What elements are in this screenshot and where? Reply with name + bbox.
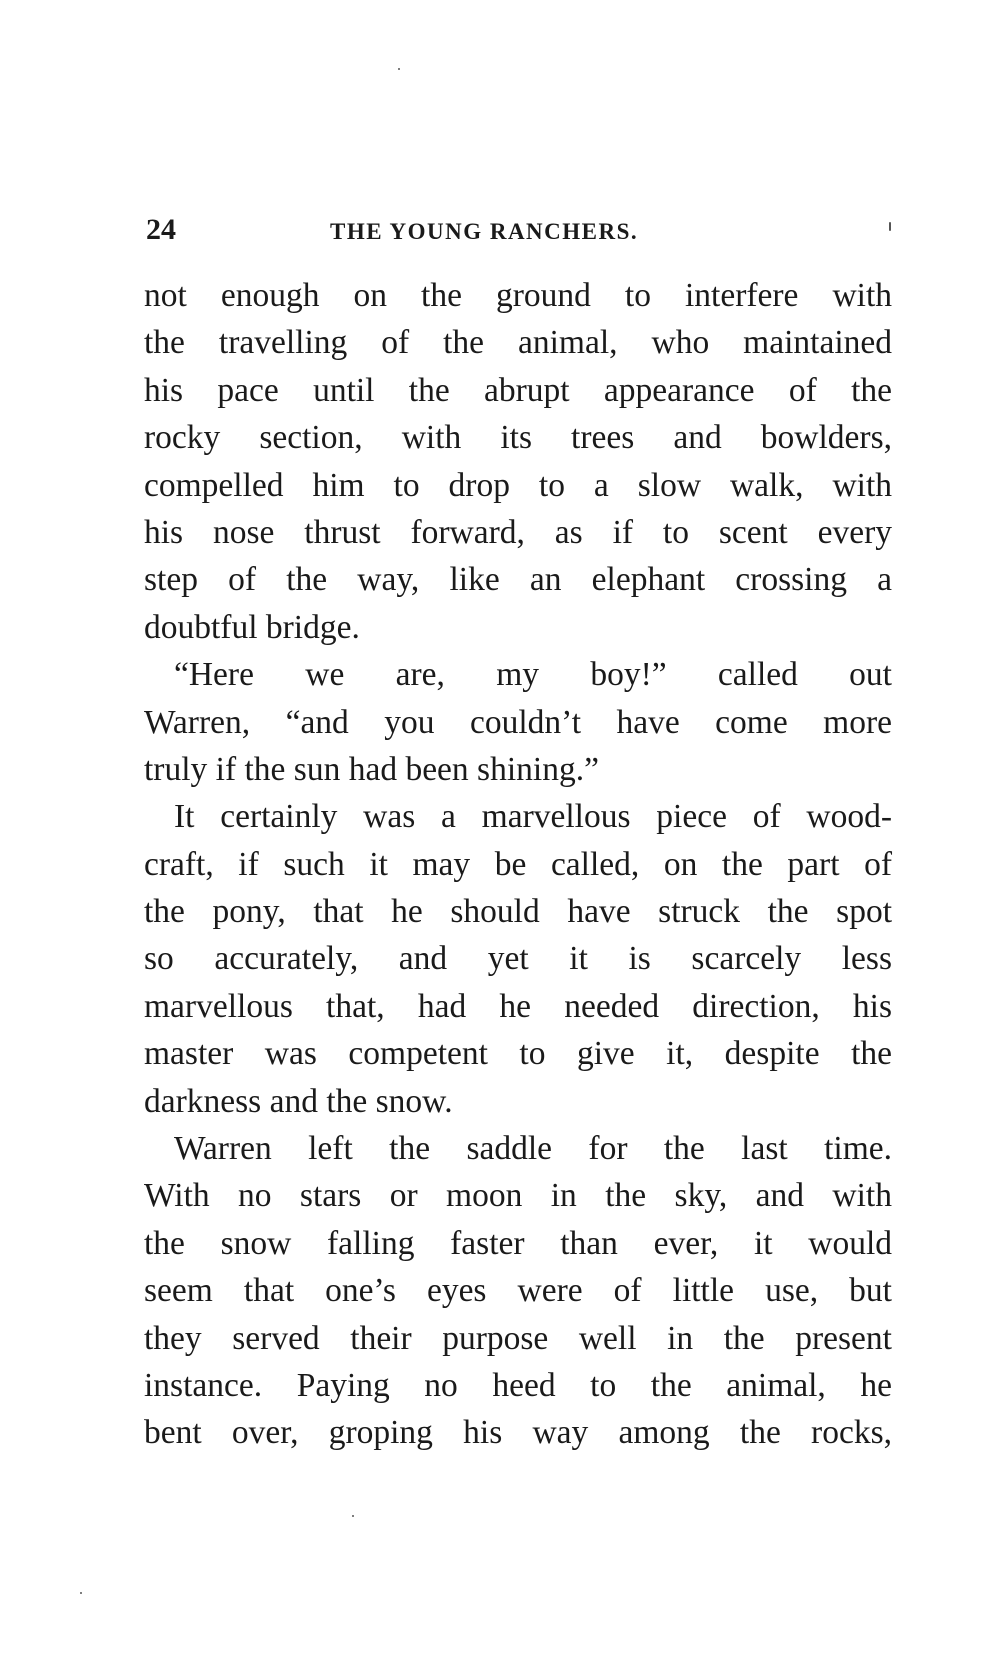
text-line: the pony, that he should have struck the spot [144, 893, 892, 931]
text-line: master was competent to give it, despite the [144, 1035, 892, 1073]
text-line: With no stars or moon in the sky, and with [144, 1177, 892, 1215]
text-line: craft, if such it may be called, on the part of [144, 845, 892, 883]
print-speck [398, 68, 400, 70]
text-line: truly if the sun had been shining.” [144, 750, 599, 788]
text-line: darkness and the snow. [144, 1082, 453, 1120]
text-line: his nose thrust forward, as if to scent every [144, 513, 892, 551]
text-line: the snow falling faster than ever, it would [144, 1224, 892, 1262]
text-line: step of the way, like an elephant crossing a [144, 561, 892, 599]
text-line: It certainly was a marvellous piece of wood- [174, 798, 892, 836]
text-line: “Here we are, my boy!” called out [174, 656, 892, 694]
running-title: THE YOUNG RANCHERS. [330, 219, 639, 244]
text-line: instance. Paying no heed to the animal, he [144, 1366, 892, 1404]
text-line: Warren left the saddle for the last time. [174, 1130, 892, 1168]
text-line: his pace until the abrupt appearance of the [144, 371, 892, 409]
text-line: the travelling of the animal, who maintained [144, 324, 892, 362]
text-line: marvellous that, had he needed direction, his [144, 987, 892, 1025]
text-line: doubtful bridge. [144, 608, 360, 646]
text-line: they served their purpose well in the present [144, 1319, 892, 1357]
text-line: rocky section, with its trees and bowlders, [144, 419, 892, 457]
print-speck [352, 1515, 354, 1517]
print-speck [889, 222, 891, 231]
text-line: seem that one’s eyes were of little use, but [144, 1272, 892, 1310]
text-line: so accurately, and yet it is scarcely less [144, 940, 892, 978]
body-text [144, 272, 892, 1457]
text-line: compelled him to drop to a slow walk, with [144, 466, 892, 504]
running-head [146, 210, 904, 250]
print-speck [80, 1592, 82, 1594]
text-line: bent over, groping his way among the rocks, [144, 1414, 892, 1452]
page-number: 24 [146, 213, 176, 246]
text-line: not enough on the ground to interfere with [144, 277, 892, 314]
text-line: Warren, “and you couldn’t have come more [144, 703, 892, 741]
